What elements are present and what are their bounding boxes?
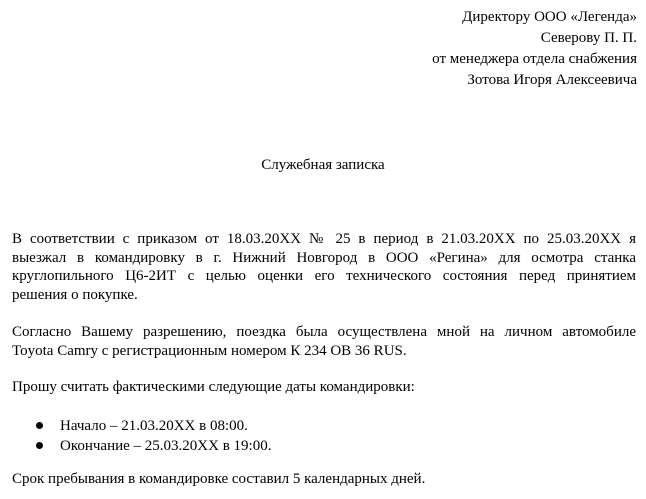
trip-dates-list <box>12 416 271 456</box>
paragraph-line: Toyota Camry с регистрационным номером К 234 ОВ 36 RUS. <box>12 342 407 359</box>
document-title: Служебная записка <box>261 157 385 173</box>
paragraph-business-trip <box>12 230 636 304</box>
bullet-icon <box>36 422 43 429</box>
paragraph-vehicle <box>12 323 636 360</box>
paragraph-line: круглопильного Ц6-2ИТ с целью оценки его технического состояния перед принятием <box>12 268 636 284</box>
paragraph-line: выезжал в командировку в г. Нижний Новгород в ООО «Регина» для осмотра станка <box>12 249 636 266</box>
addressee-line: Директору ООО «Легенда» <box>462 9 637 25</box>
addressee-block <box>432 7 637 91</box>
paragraph-line: В соответствии с приказом от 18.03.20ХХ № 25 в период в 21.03.20ХХ по 25.03.20ХХ я <box>12 231 636 247</box>
sender-line: Зотова Игоря Алексеевича <box>467 72 637 88</box>
list-item <box>12 436 271 456</box>
sender-line: от менеджера отдела снабжения <box>432 51 637 67</box>
list-item <box>12 416 271 436</box>
paragraph-line: решения о покупке. <box>12 286 138 303</box>
list-item-text: Окончание – 25.03.20ХХ в 19:00. <box>60 438 272 454</box>
bullet-icon <box>36 442 43 449</box>
paragraph-line: Прошу считать фактическими следующие даты командировки: <box>12 379 415 395</box>
addressee-line: Северову П. П. <box>540 30 637 46</box>
paragraph-line: Срок пребывания в командировке составил 5 календарных дней. <box>12 471 426 487</box>
list-item-text: Начало – 21.03.20ХХ в 08:00. <box>60 418 248 434</box>
paragraph-line: Согласно Вашему разрешению, поездка была осуществлена мной на личном автомобиле <box>12 324 636 340</box>
paragraph-dates-request <box>12 378 636 397</box>
paragraph-duration <box>12 470 636 489</box>
